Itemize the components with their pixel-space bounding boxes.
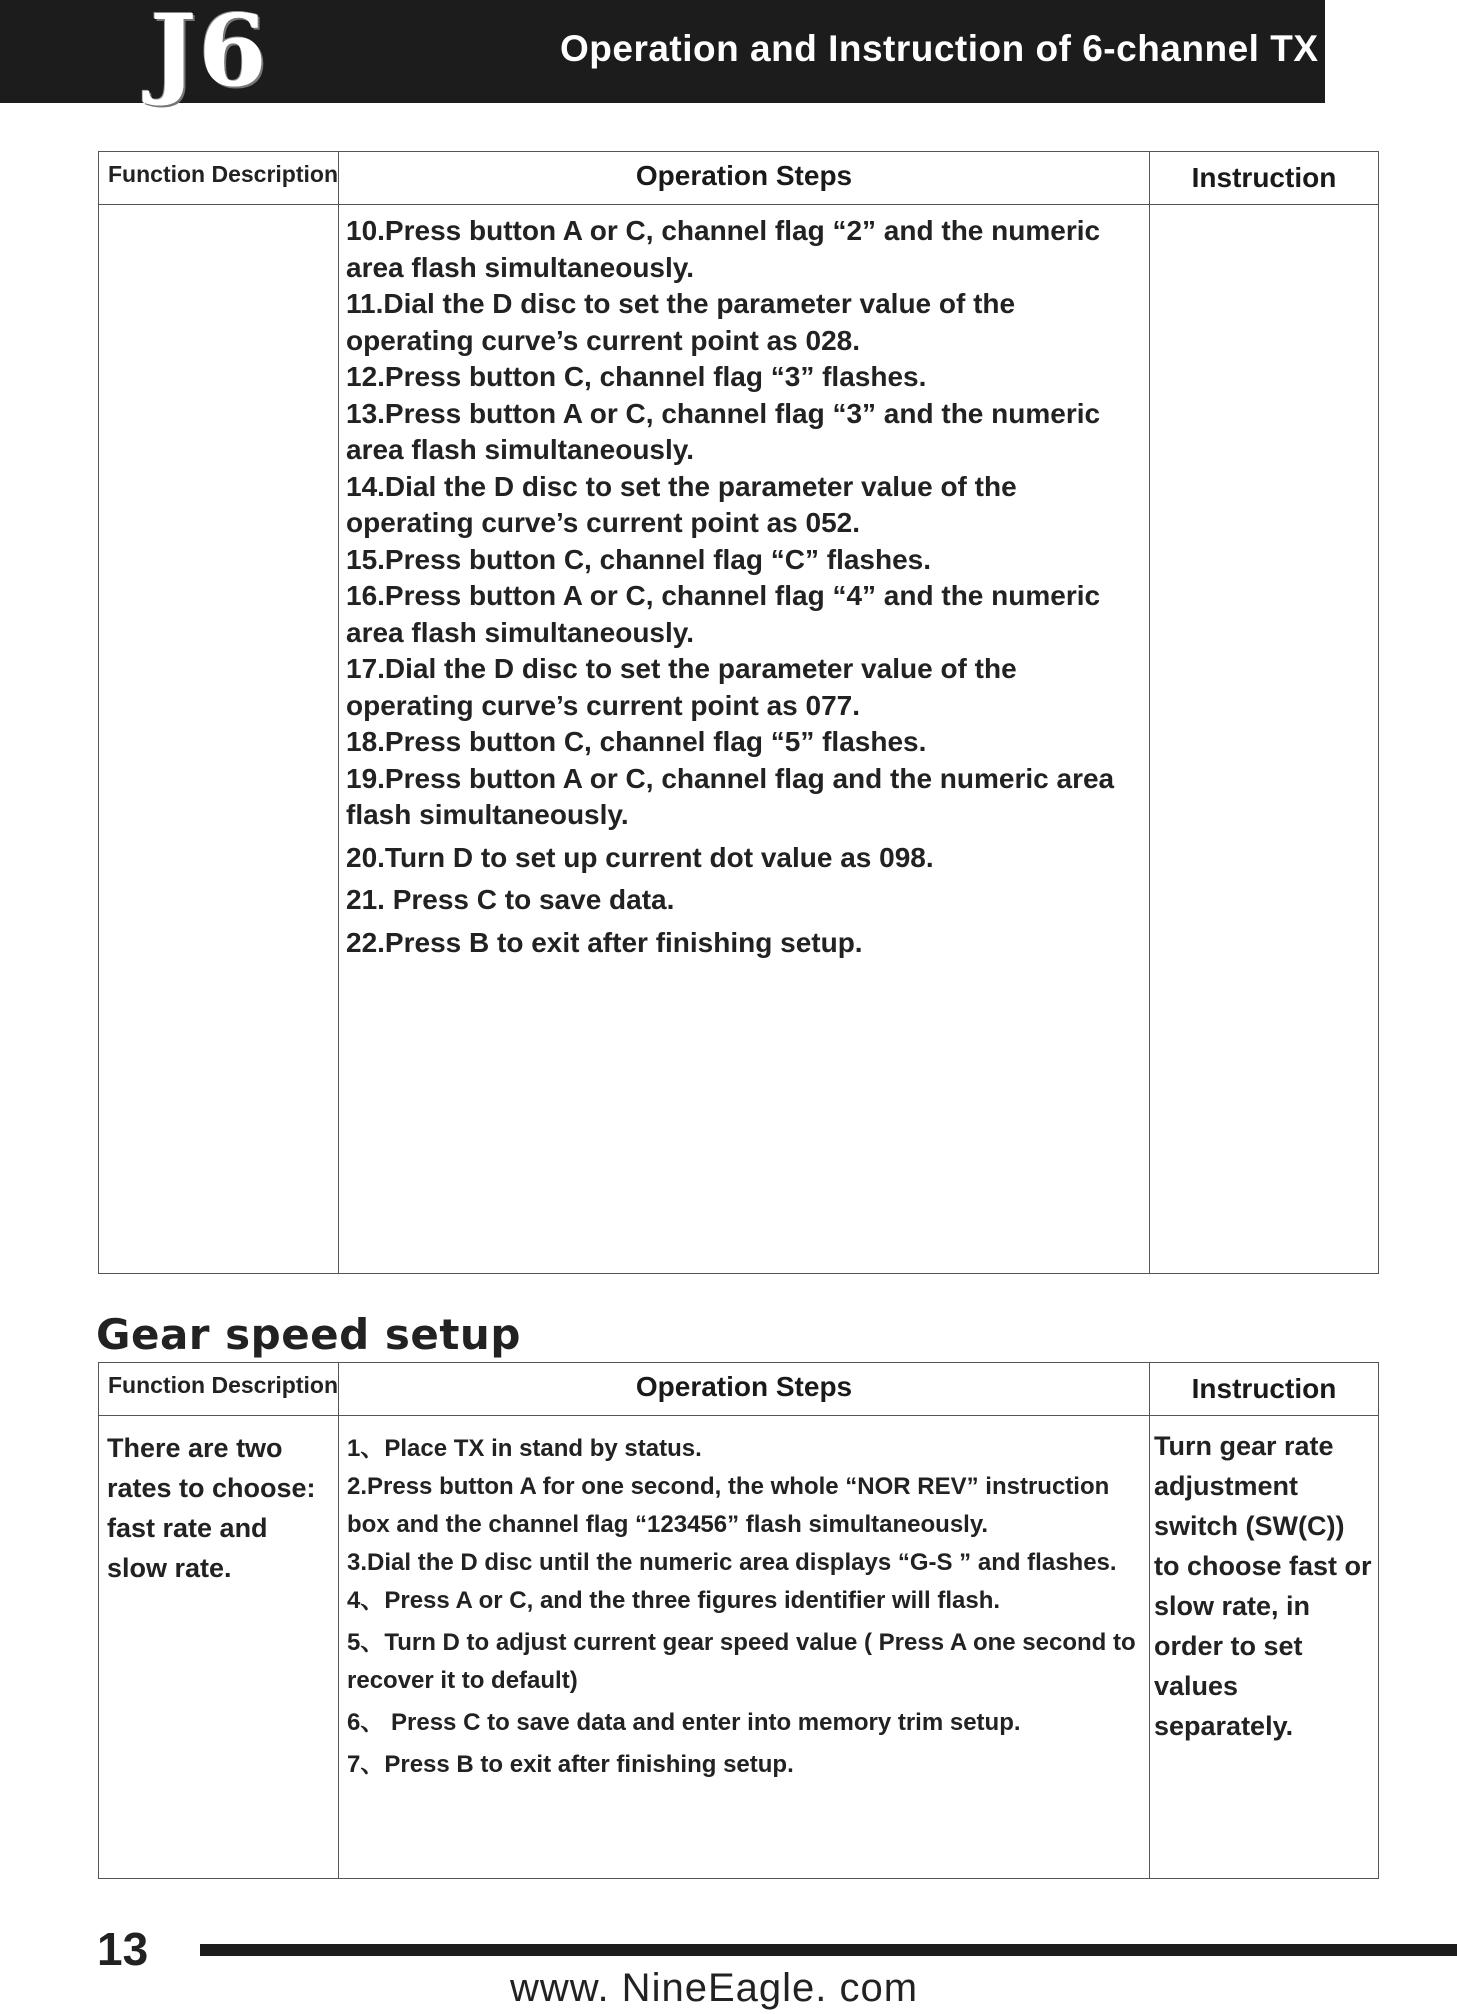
footer-website: www. NineEagle. com <box>510 1966 919 2010</box>
column-header-function: Function Description <box>99 152 339 205</box>
step-item: 17.Dial the D disc to set the parameter value of the operating curve’s current point as 077. <box>346 653 1017 721</box>
step-item: 12.Press button C, channel flag “3” flashes. <box>346 361 927 392</box>
instruction-text: Turn gear rate adjustment switch (SW(C)) to choose fast or slow rate, in order to set values separately. <box>1154 1431 1372 1741</box>
operation-steps-cell <box>339 1416 1150 1879</box>
table-row <box>99 1416 1379 1879</box>
step-item: 1、Place TX in stand by status. <box>347 1435 702 1462</box>
steps-list <box>339 205 1149 961</box>
function-description-cell <box>99 1416 339 1879</box>
footer-divider <box>200 1944 1457 1956</box>
operation-table-gear-speed <box>98 1362 1379 1879</box>
instruction-cell <box>1150 1416 1379 1879</box>
step-item: 7、Press B to exit after finishing setup. <box>347 1751 794 1778</box>
step-item: 5、Turn D to adjust current gear speed value ( Press A one second to recover it to default) <box>347 1629 1136 1694</box>
step-item: 20.Turn D to set up current dot value as 098. <box>346 841 934 873</box>
step-item: 6、 Press C to save data and enter into memory trim setup. <box>347 1709 1021 1736</box>
instruction-cell <box>1150 205 1379 1274</box>
header-bar <box>0 0 1325 109</box>
header-title: Operation and Instruction of 6-channel TX <box>560 28 1319 69</box>
column-header-function: Function Description <box>99 1363 339 1416</box>
step-item: 19.Press button A or C, channel flag and the numeric area flash simultaneously. <box>346 762 1115 830</box>
step-item: 18.Press button C, channel flag “5” flashes. <box>346 726 927 757</box>
j6-logo: J6 <box>150 0 269 109</box>
operation-table-curve <box>98 151 1379 1274</box>
column-header-instruction: Instruction <box>1150 152 1379 205</box>
step-item: 22.Press B to exit after finishing setup. <box>346 926 863 958</box>
section-title: Gear speed setup <box>96 1310 521 1359</box>
step-item: 14.Dial the D disc to set the parameter value of the operating curve’s current point as 052. <box>346 470 1017 538</box>
step-item: 15.Press button C, channel flag “C” flashes. <box>346 543 932 575</box>
step-item: 4、Press A or C, and the three figures identifier will flash. <box>347 1587 1001 1614</box>
table-header-row <box>99 1363 1379 1416</box>
table-header-row <box>99 152 1379 205</box>
step-item: 2.Press button A for one second, the whole “NOR REV” instruction box and the channel flag “123456” flash simultaneously. <box>347 1473 1110 1538</box>
step-item: 10.Press button A or C, channel flag “2” and the numeric area flash simultaneously. <box>346 215 1101 283</box>
column-header-instruction: Instruction <box>1150 1363 1379 1416</box>
step-item: 3.Dial the D disc until the numeric area displays “G-S ” and flashes. <box>347 1549 1117 1576</box>
function-description-text: There are two rates to choose: fast rate and slow rate. <box>107 1433 316 1583</box>
steps-list <box>339 1416 1149 1784</box>
step-item: 13.Press button A or C, channel flag “3” and the numeric area flash simultaneously. <box>346 397 1101 465</box>
column-header-operation: Operation Steps <box>339 152 1150 205</box>
step-item: 11.Dial the D disc to set the parameter value of the operating curve’s current point as 028. <box>346 288 1016 356</box>
step-item: 21. Press C to save data. <box>346 884 675 915</box>
step-item: 16.Press button A or C, channel flag “4” and the numeric area flash simultaneously. <box>346 580 1101 648</box>
function-description-cell <box>99 205 339 1274</box>
operation-steps-cell <box>339 205 1150 1274</box>
table-row <box>99 205 1379 1274</box>
page-number: 13 <box>97 1923 149 1975</box>
column-header-operation: Operation Steps <box>339 1363 1150 1416</box>
